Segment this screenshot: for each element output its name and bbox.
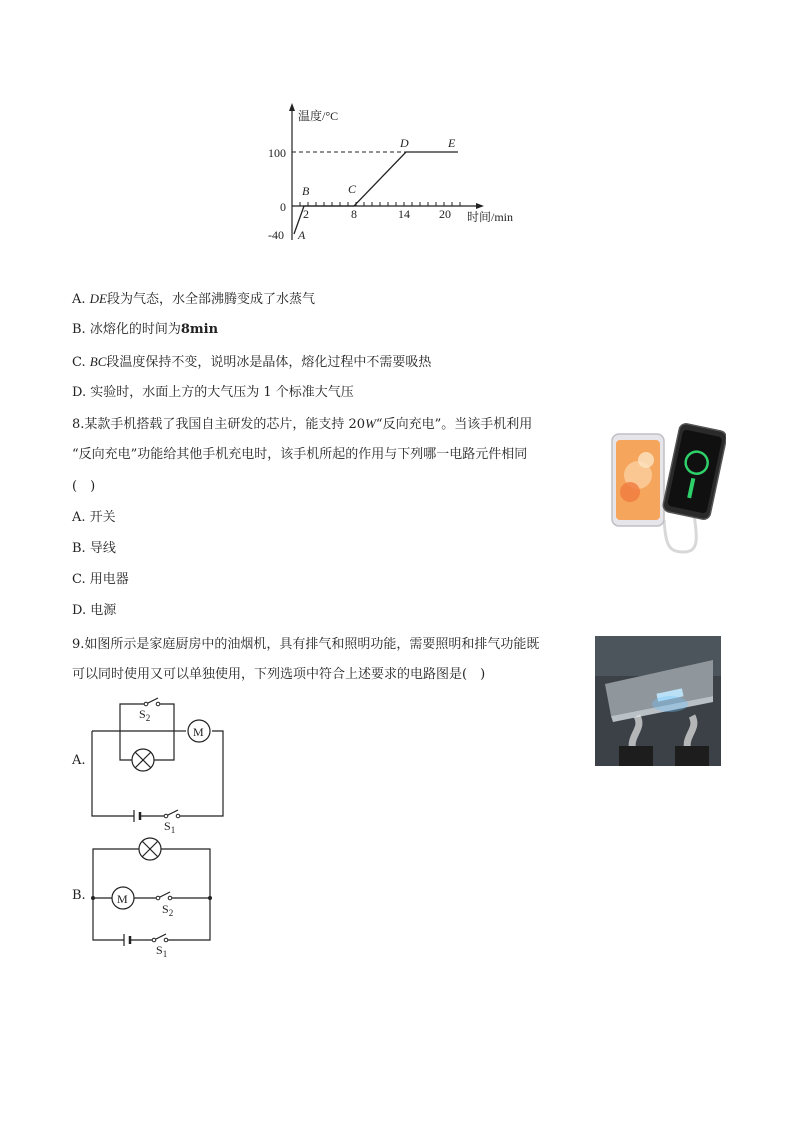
motor-icon xyxy=(112,887,134,909)
point-label-b: B xyxy=(302,184,310,198)
x-axis-arrow xyxy=(476,203,484,209)
point-label-a: A xyxy=(298,228,306,242)
range-hood-image xyxy=(595,636,721,766)
q7-option-d[interactable] xyxy=(72,384,354,402)
q7-option-b-value: 8min xyxy=(180,322,219,337)
q7-option-a-text: 段为气态，水全部沸腾变成了水蒸气 xyxy=(107,292,316,307)
phones-charging-image xyxy=(606,420,726,560)
q8-option-a[interactable]: A. 开关 xyxy=(72,510,116,525)
q8-stem-line2: “反向充电”功能给其他手机充电时，该手机所起的作用与下列哪一电路元件相同 xyxy=(72,447,528,462)
y-tick-100: 100 xyxy=(268,146,286,160)
q7-option-b[interactable] xyxy=(72,321,218,339)
circuit-diagram-b[interactable] xyxy=(86,836,226,961)
switch-s2-label: $S_2$ xyxy=(162,902,174,918)
x-tick-2: 2 xyxy=(303,207,309,221)
q9-option-a-label[interactable]: A. xyxy=(72,753,86,768)
lamp-icon xyxy=(139,838,161,860)
q7-option-c-segment: BC xyxy=(89,354,107,369)
q7-option-d-text: D. 实验时，水面上方的大气压为 1 个标准大气压 xyxy=(72,385,354,400)
svg-text:M: M xyxy=(117,892,128,906)
x-axis-label: 时间/min xyxy=(467,210,514,224)
q7-option-c-prefix: C. xyxy=(72,355,90,370)
q8-stem-part2: “反向充电”。当该手机利用 xyxy=(375,417,533,432)
svg-text:M: M xyxy=(193,725,204,739)
x-tick-20: 20 xyxy=(439,207,451,221)
x-tick-14: 14 xyxy=(398,207,410,221)
switch-s2-label: $S_2$ xyxy=(139,707,151,723)
q8-unit-w: W xyxy=(365,416,376,431)
x-tick-8: 8 xyxy=(351,207,357,221)
switch-s1-label: $S_1$ xyxy=(164,819,176,834)
q8-option-d[interactable]: D. 电源 xyxy=(72,603,117,618)
q8-stem-line1 xyxy=(72,415,532,434)
q7-option-a[interactable] xyxy=(72,290,315,309)
point-label-c: C xyxy=(348,182,357,196)
point-label-e: E xyxy=(448,136,456,150)
switch-s1-label: $S_1$ xyxy=(156,943,168,959)
q7-option-a-segment: DE xyxy=(89,291,107,306)
point-label-d: D xyxy=(400,136,409,150)
y-axis-label: 温度/°C xyxy=(298,109,339,123)
q8-answer-blank: ( ) xyxy=(72,479,96,494)
q7-option-a-prefix: A. xyxy=(72,292,90,307)
circuit-diagram-a[interactable] xyxy=(86,694,231,834)
q7-option-c[interactable] xyxy=(72,353,431,372)
temperature-curve xyxy=(294,152,458,234)
q9-option-b-label[interactable]: B. xyxy=(72,888,86,903)
q7-option-c-text: 段温度保持不变，说明冰是晶体，熔化过程中不需要吸热 xyxy=(106,355,432,370)
q9-stem-line2: 可以同时使用又可以单独使用，下列选项中符合上述要求的电路图是( ) xyxy=(72,667,486,682)
q8-stem-part1: 8.某款手机搭载了我国自主研发的芯片，能支持 20 xyxy=(72,417,366,432)
q8-option-c[interactable]: C. 用电器 xyxy=(72,572,129,587)
motor-icon xyxy=(188,720,210,742)
y-tick-neg40: -40 xyxy=(268,228,284,242)
y-axis-arrow xyxy=(289,103,295,111)
y-tick-0: 0 xyxy=(280,200,286,214)
temperature-time-graph xyxy=(262,100,532,250)
q8-option-b[interactable]: B. 导线 xyxy=(72,541,116,556)
q9-stem-line1: 9.如图所示是家庭厨房中的油烟机，具有排气和照明功能，需要照明和排气功能既 xyxy=(72,637,540,652)
lamp-icon xyxy=(132,749,154,771)
q7-option-b-text: B. 冰熔化的时间为 xyxy=(72,322,181,337)
